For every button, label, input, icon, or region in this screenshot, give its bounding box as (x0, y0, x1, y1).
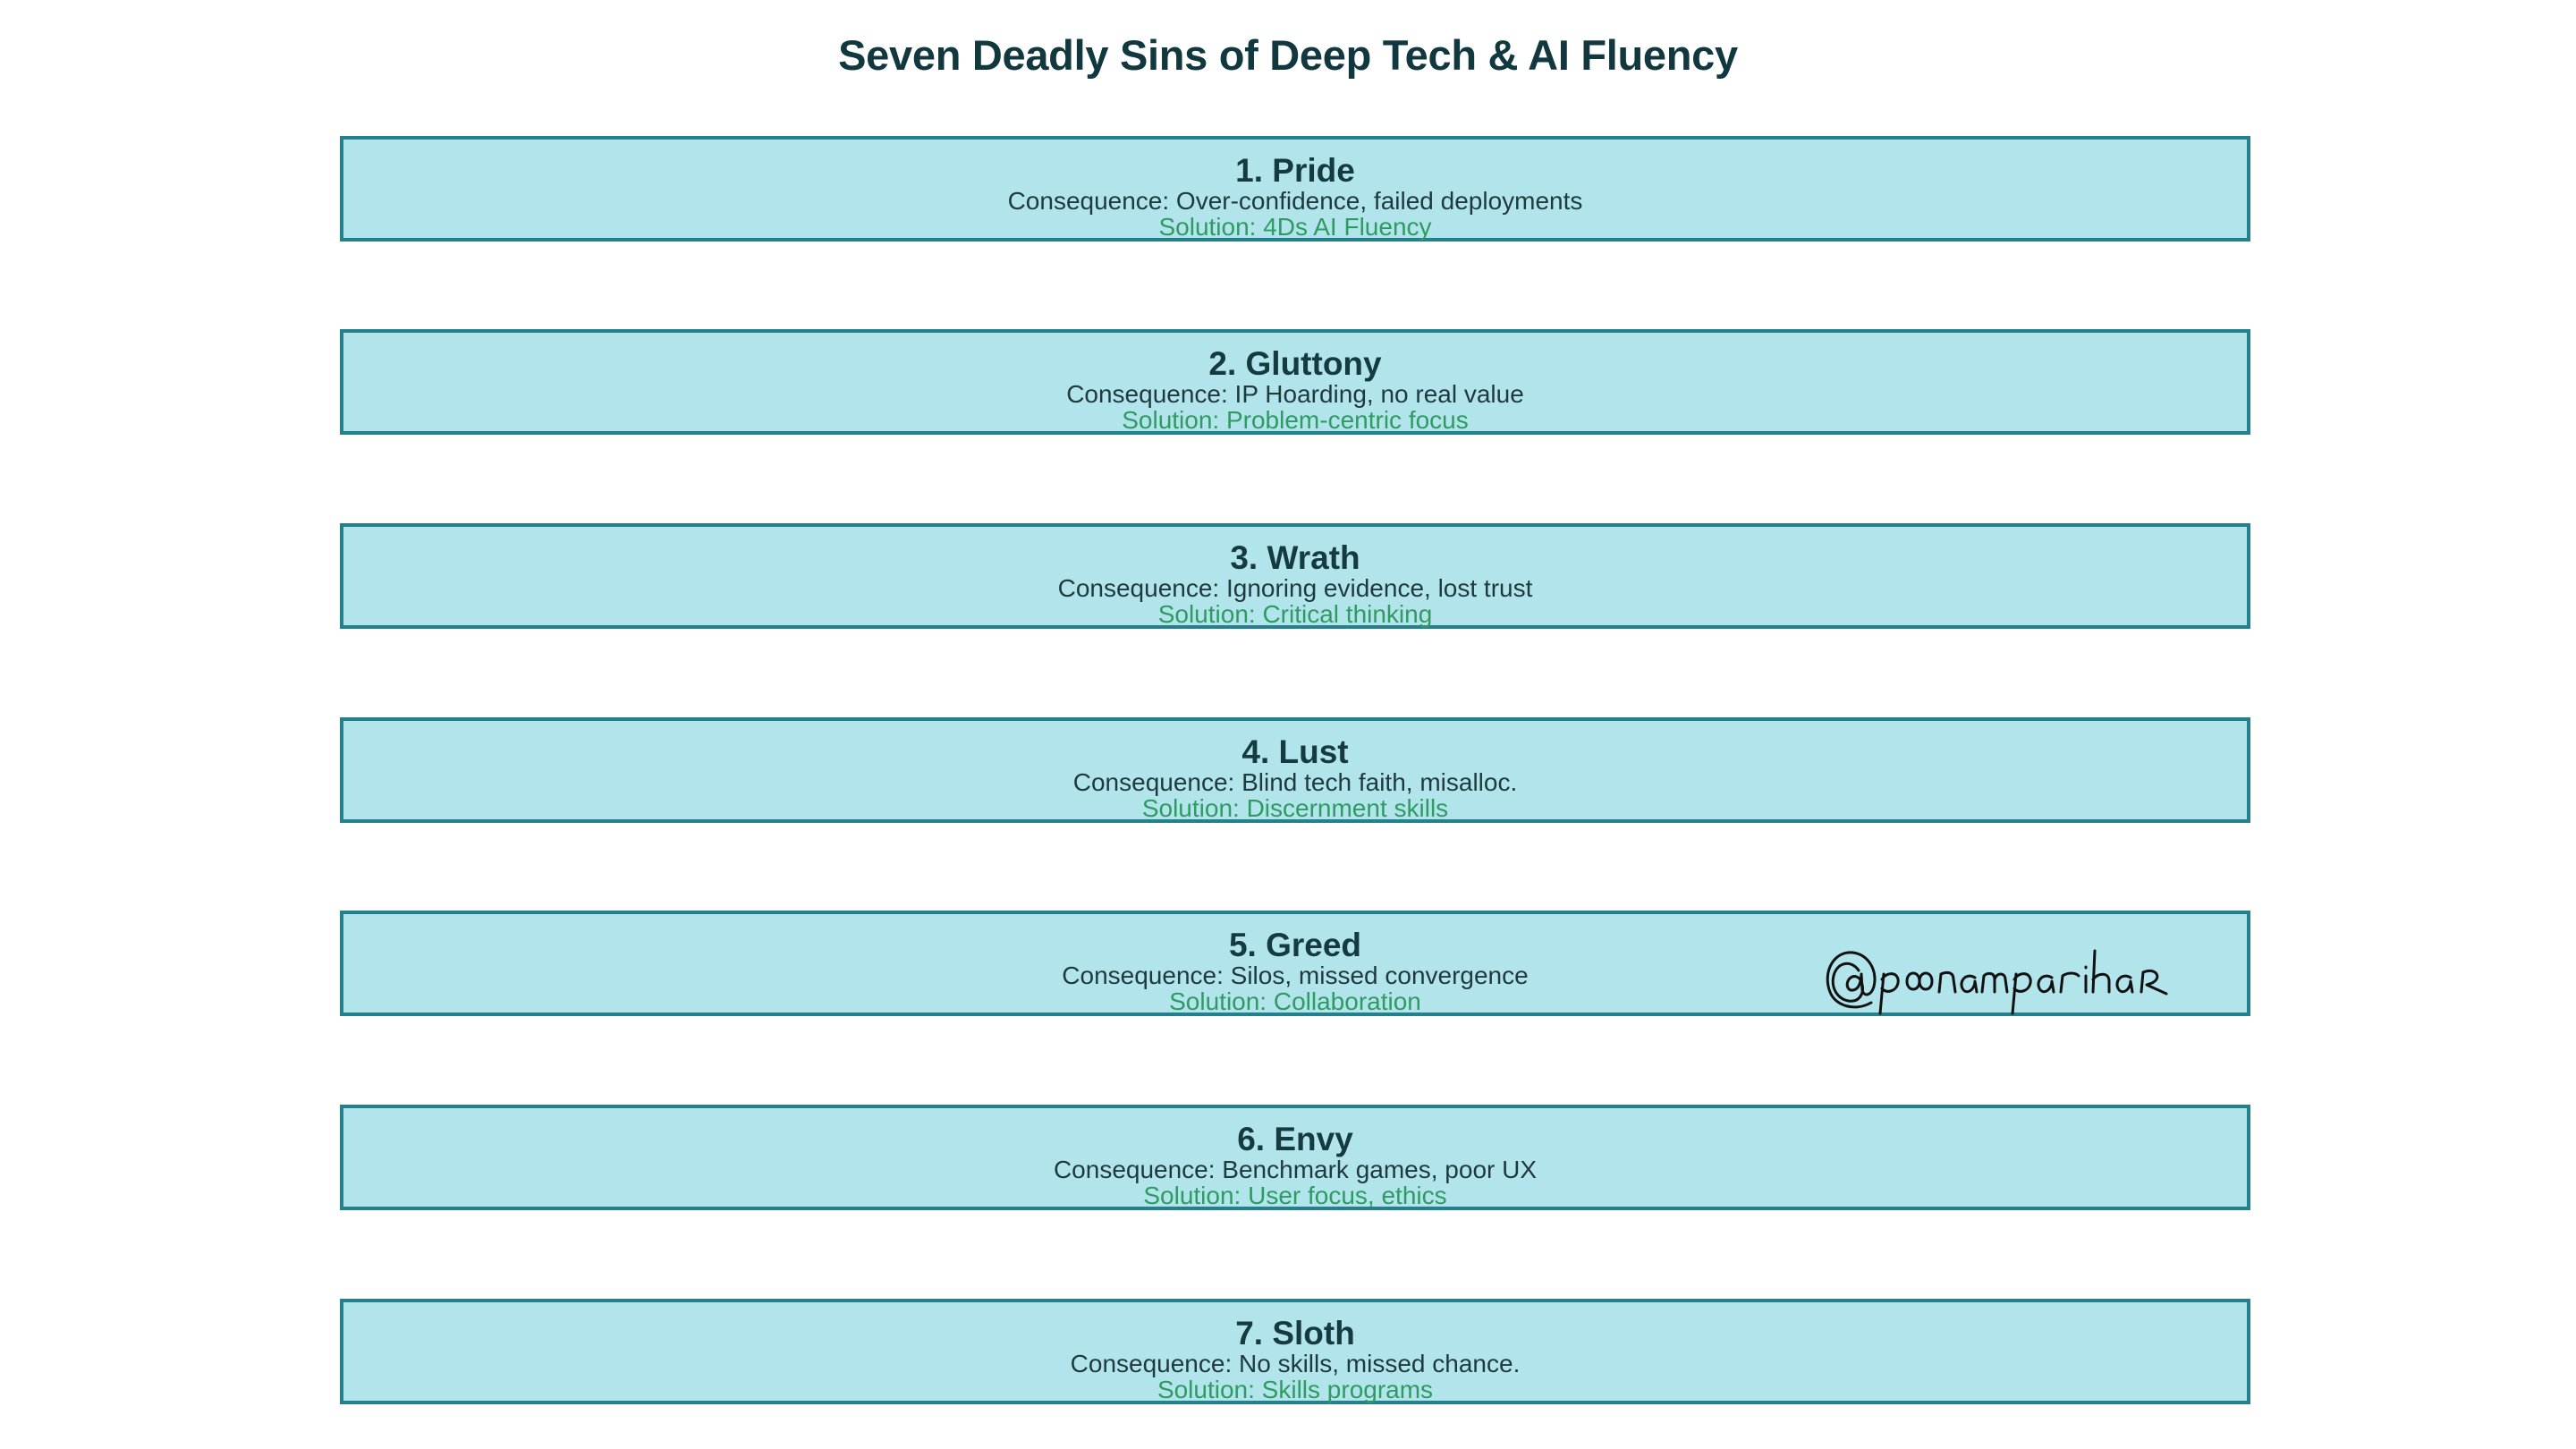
sin-solution: Solution: Discernment skills (1141, 794, 1449, 822)
sin-solution: Solution: Skills programs (1157, 1376, 1434, 1403)
sin-consequence: Consequence: Over-confidence, failed deployments (1007, 187, 1583, 215)
sin-consequence: Consequence: Silos, missed convergence (1062, 962, 1529, 989)
sin-name: 6. Envy (1237, 1121, 1353, 1157)
sin-name: 5. Greed (1228, 927, 1362, 963)
sin-name: 4. Lust (1241, 733, 1349, 770)
sin-name: 3. Wrath (1230, 539, 1360, 576)
sin-name: 7. Sloth (1235, 1315, 1355, 1352)
sin-box-wrath (340, 523, 2250, 629)
sin-box-envy (340, 1105, 2250, 1210)
sin-consequence: Consequence: Blind tech faith, misalloc. (1072, 768, 1518, 796)
sin-consequence: Consequence: IP Hoarding, no real value (1066, 380, 1524, 408)
sin-solution: Solution: User focus, ethics (1143, 1182, 1447, 1209)
sin-solution: Solution: Critical thinking (1157, 600, 1433, 628)
sin-solution: Solution: Problem-centric focus (1122, 406, 1469, 434)
page-title: Seven Deadly Sins of Deep Tech & AI Fluency (838, 31, 1738, 79)
sin-box-lust (340, 717, 2250, 823)
sin-consequence: Consequence: Benchmark games, poor UX (1053, 1156, 1538, 1183)
sin-consequence: Consequence: No skills, missed chance. (1070, 1350, 1521, 1377)
signature-watermark (1825, 935, 2200, 1015)
sin-box-pride (340, 136, 2250, 242)
sin-solution: Solution: 4Ds AI Fluency (1158, 213, 1432, 241)
sin-box-gluttony (340, 329, 2250, 435)
sin-name: 2. Gluttony (1208, 345, 1382, 382)
sin-name: 1. Pride (1235, 152, 1355, 189)
sin-box-sloth (340, 1299, 2250, 1404)
sin-solution: Solution: Collaboration (1169, 987, 1421, 1015)
sin-consequence: Consequence: Ignoring evidence, lost trust (1057, 574, 1533, 602)
